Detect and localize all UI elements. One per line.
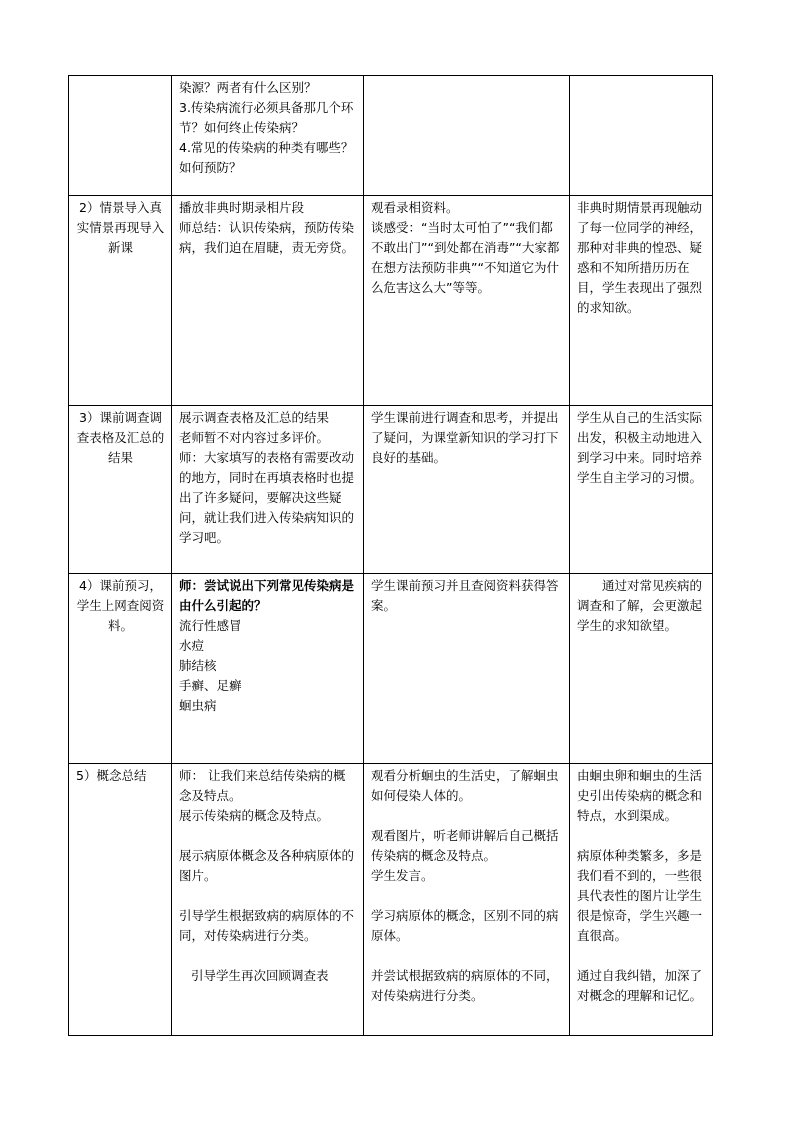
step-label: 2）情景导入真实情景再现导入新课 [76, 200, 165, 255]
text-line: 观看录相资料。 [371, 200, 459, 215]
design-intent-cell [570, 406, 713, 574]
text-line: 学习病原体的概念，区别不同的病原体。 [371, 908, 559, 943]
student-activity-cell [364, 196, 570, 406]
text-line: 引导学生根据致病的病原体的不同，对传染病进行分类。 [179, 908, 355, 943]
step-cell [69, 76, 172, 196]
text-line: 播放非典时期录相片段 [179, 200, 305, 215]
disease-item: 流行性感冒 [179, 618, 242, 633]
blank-line [577, 946, 706, 966]
teacher-activity-cell [172, 574, 364, 764]
blank-line [371, 806, 563, 826]
text-line: 师：大家填写的表格有需要改动的地方，同时在再填表格时也提出了许多疑问，要解决这些疑问，就让我们进入传染病知识的学习吧。 [179, 450, 355, 545]
text-line: 观看分析蛔虫的生活史，了解蛔虫如何侵染人体的。 [371, 768, 559, 803]
student-activity-cell [364, 76, 570, 196]
design-intent-cell [570, 764, 713, 1036]
disease-item: 手癣、足癣 [179, 678, 242, 693]
blank-line [577, 826, 706, 846]
text-line: 观看图片，听老师讲解后自己概括传染病的概念及特点。 [371, 828, 559, 863]
step-cell [69, 406, 172, 574]
table-row [69, 76, 713, 196]
text-line: 师： 让我们来总结传染病的概念及特点。 [179, 768, 346, 803]
design-intent-cell [570, 574, 713, 764]
teacher-activity-cell [172, 764, 364, 1036]
text-line: 谈感受：“当时太可怕了”“我们都不敢出门”“到处都在消毒”“大家都在想方法预防非典”“不知道它为什么危害这么大”等等。 [371, 220, 560, 295]
text-line: 3.传染病流行必须具备那几个环节？如何终止传染病？ [179, 100, 354, 135]
disease-item: 肺结核 [179, 658, 217, 673]
text-line: 染源？两者有什么区别？ [179, 80, 317, 95]
text-line: 学生从自己的生活实际出发，积极主动地进入到学习中来。同时培养学生自主学习的习惯。 [577, 410, 703, 485]
table-row [69, 764, 713, 1036]
teacher-question: 师：尝试说出下列常见传染病是由什么引起的？ [179, 578, 355, 613]
text-line: 展示病原体概念及各种病原体的图片。 [179, 848, 355, 883]
text-line: 展示传染病的概念及特点。 [179, 808, 330, 823]
step-cell [69, 764, 172, 1036]
blank-line [179, 946, 357, 966]
text-line: 通过自我纠错，加深了对概念的理解和记忆。 [577, 968, 703, 1003]
blank-line [371, 886, 563, 906]
lesson-plan-table [68, 75, 713, 1036]
table-row [69, 406, 713, 574]
text-line: 并尝试根据致病的病原体的不同，对传染病进行分类。 [371, 968, 559, 1003]
text-line: 学生发言。 [371, 868, 434, 883]
disease-item: 水痘 [179, 638, 205, 653]
step-label: 4）课前预习，学生上网查阅资料。 [76, 578, 165, 633]
text-line: 老师暂不对内容过多评价。 [179, 430, 330, 445]
student-activity-cell [364, 574, 570, 764]
student-activity-cell [364, 406, 570, 574]
step-label: 5）概念总结 [76, 768, 147, 783]
text-line: 师总结：认识传染病，预防传染病，我们迫在眉睫，责无旁贷。 [179, 220, 355, 255]
teacher-activity-cell [172, 196, 364, 406]
text-line: 展示调查表格及汇总的结果 [179, 410, 330, 425]
step-label: 3）课前调查调查表格及汇总的结果 [76, 410, 165, 465]
step-cell [69, 196, 172, 406]
teacher-activity-cell [172, 76, 364, 196]
teacher-activity-cell [172, 406, 364, 574]
design-intent-cell [570, 76, 713, 196]
text-line: 由蛔虫卵和蛔虫的生活史引出传染病的概念和特点，水到渠成。 [577, 768, 703, 823]
text-line: 通过对常见疾病的调查和了解，会更激起学生的求知欲望。 [577, 578, 703, 633]
text-line: 病原体种类繁多，多是我们看不到的，一些很具代表性的图片让学生很是惊奇，学生兴趣一直很高。 [577, 848, 703, 943]
text-line: 4.常见的传染病的种类有哪些？如何预防？ [179, 140, 354, 175]
text-line: 学生课前预习并且查阅资料获得答案。 [371, 578, 559, 613]
student-activity-cell [364, 764, 570, 1036]
disease-item: 蛔虫病 [179, 698, 217, 713]
text-line: 引导学生再次回顾调查表 [191, 968, 329, 983]
design-intent-cell [570, 196, 713, 406]
step-cell [69, 574, 172, 764]
blank-line [179, 886, 357, 906]
blank-line [179, 826, 357, 846]
text-line: 学生课前进行调查和思考，并提出了疑问，为课堂新知识的学习打下良好的基础。 [371, 410, 559, 465]
table-row [69, 196, 713, 406]
table-row [69, 574, 713, 764]
blank-line [371, 946, 563, 966]
text-line: 非典时期情景再现触动了每一位同学的神经，那种对非典的惶恐、疑惑和不知所措历历在目，学生表现出了强烈的求知欲。 [577, 200, 703, 315]
